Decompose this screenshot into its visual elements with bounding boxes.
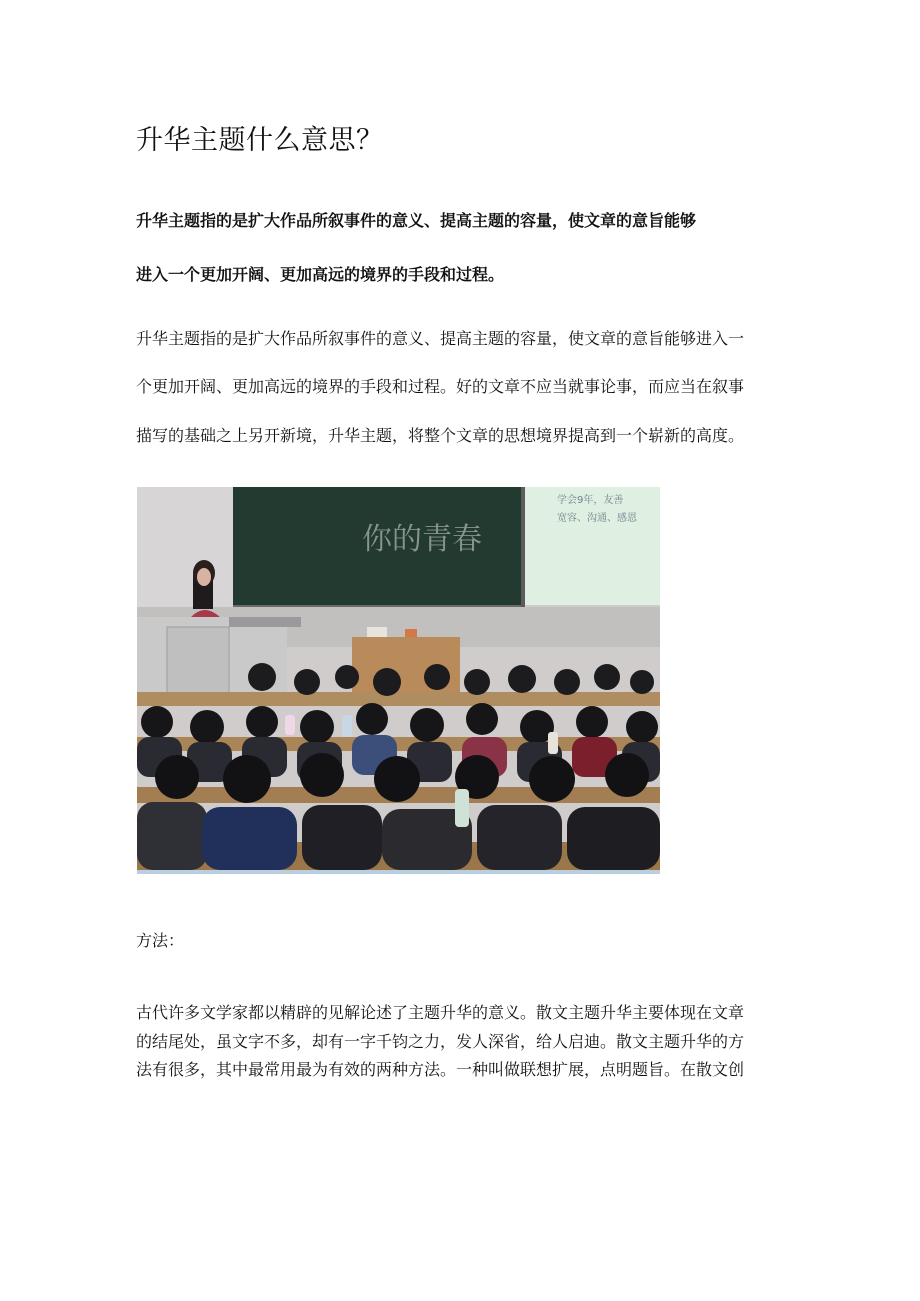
paragraph1-line-3: 描写的基础之上另开新境，升华主题，将整个文章的思想境界提高到一个崭新的高度。 bbox=[136, 426, 745, 445]
paragraph2-line-2: 的结尾处，虽文字不多，却有一字千钧之力，发人深省，给人启迪。散文主题升华的方 bbox=[136, 1032, 745, 1051]
photo-bottom-border bbox=[137, 870, 660, 874]
blackboard-text: 你的青春 bbox=[362, 522, 482, 557]
summary-line-2: 进入一个更加开阔、更加高远的境界的手段和过程。 bbox=[136, 265, 505, 284]
paragraph1-line-2: 个更加开阔、更加高远的境界的手段和过程。好的文章不应当就事论事，而应当在叙事 bbox=[136, 377, 745, 396]
paragraph2-line-1: 古代许多文学家都以精辟的见解论述了主题升华的意义。散文主题升华主要体现在文章 bbox=[136, 1003, 745, 1022]
screen-text-1: 学会9年，友善 bbox=[557, 495, 624, 506]
summary-line-1: 升华主题指的是扩大作品所叙事件的意义、提高主题的容量，使文章的意旨能够 bbox=[136, 211, 697, 230]
page-title: 升华主题什么意思？ bbox=[136, 125, 384, 156]
paragraph1-line-1: 升华主题指的是扩大作品所叙事件的意义、提高主题的容量，使文章的意旨能够进入一 bbox=[136, 329, 745, 348]
method-label: 方法： bbox=[136, 931, 185, 950]
paragraph2-line-3: 法有很多，其中最常用最为有效的两种方法。一种叫做联想扩展，点明题旨。在散文创 bbox=[136, 1060, 745, 1079]
screen-text-2: 宽容、沟通、感恩 bbox=[557, 513, 637, 524]
classroom-photo bbox=[137, 487, 660, 870]
